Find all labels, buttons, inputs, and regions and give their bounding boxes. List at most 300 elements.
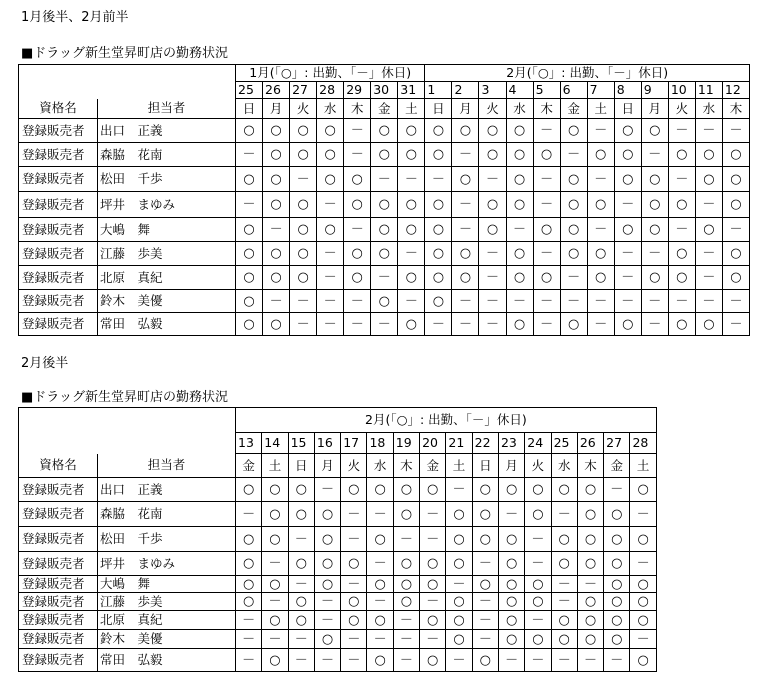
staff-name-cell: 松田 千歩 <box>98 527 236 552</box>
work-mark: ○ <box>505 576 518 592</box>
shift-mark-cell <box>587 119 614 143</box>
shift-mark-cell <box>668 218 695 242</box>
staff-name-cell: 坪井 まゆみ <box>98 552 236 576</box>
shift-mark-cell <box>344 119 371 143</box>
work-mark: ○ <box>297 123 309 138</box>
work-mark: ○ <box>649 197 661 212</box>
table-row <box>19 266 750 290</box>
qualification-cell: 登録販売者 <box>19 266 98 290</box>
off-mark: － <box>594 123 608 138</box>
off-mark: － <box>350 316 364 332</box>
shift-mark-cell <box>314 630 340 649</box>
work-mark: ○ <box>405 197 417 212</box>
off-mark: － <box>478 612 492 628</box>
work-mark: ○ <box>637 594 649 609</box>
work-mark: ○ <box>269 612 281 628</box>
table-row <box>19 313 750 336</box>
work-mark: ○ <box>295 482 307 497</box>
section-title-1: ■ドラッグ新生堂昇町店の勤務状況 <box>21 46 229 61</box>
shift-mark-cell <box>506 167 533 192</box>
work-mark: ○ <box>513 147 526 162</box>
shift-mark-cell <box>236 630 262 649</box>
off-mark: － <box>268 631 282 647</box>
off-mark: － <box>486 316 500 332</box>
weekday-cell: 火 <box>668 99 695 119</box>
work-mark: ○ <box>611 506 623 522</box>
work-mark: ○ <box>479 506 491 522</box>
off-mark: － <box>350 123 364 138</box>
work-mark: ○ <box>321 506 334 522</box>
shift-mark-cell <box>236 242 263 266</box>
shift-mark-cell <box>577 576 603 593</box>
qualification-cell: 登録販売者 <box>19 143 98 167</box>
off-mark: － <box>296 316 310 332</box>
shift-mark-cell <box>498 478 524 502</box>
shift-mark-cell <box>525 649 551 672</box>
off-mark: － <box>399 631 413 647</box>
shift-mark-cell <box>236 611 262 630</box>
shift-mark-cell <box>341 502 367 527</box>
shift-mark-cell <box>393 552 419 576</box>
work-mark: ○ <box>584 531 597 547</box>
work-mark: ○ <box>295 594 307 609</box>
off-mark: － <box>636 506 650 522</box>
weekday-cell: 日 <box>614 99 641 119</box>
work-mark: ○ <box>243 270 255 285</box>
work-mark: ○ <box>270 316 282 332</box>
staff-name-cell: 江藤 歩美 <box>98 593 236 611</box>
off-mark: － <box>347 576 361 592</box>
off-mark: － <box>269 222 283 237</box>
work-mark: ○ <box>540 222 553 237</box>
work-mark: ○ <box>584 612 597 628</box>
qualification-cell: 登録販売者 <box>19 630 98 649</box>
shift-mark-cell <box>479 143 506 167</box>
shift-mark-cell <box>641 167 668 192</box>
shift-mark-cell <box>525 576 551 593</box>
off-mark: － <box>594 171 608 187</box>
shift-mark-cell <box>236 576 262 593</box>
shift-mark-cell <box>472 478 498 502</box>
table-row <box>19 143 750 167</box>
shift-mark-cell <box>479 167 506 192</box>
staff-name-cell: 坪井 まゆみ <box>98 192 236 218</box>
off-mark: － <box>377 316 391 332</box>
work-mark: ○ <box>374 482 386 497</box>
date-cell: 21 <box>446 433 472 454</box>
shift-mark-cell <box>695 119 722 143</box>
shift-mark-cell <box>604 593 630 611</box>
shift-mark-cell <box>371 192 398 218</box>
shift-mark-cell <box>560 119 587 143</box>
shift-mark-cell <box>577 630 603 649</box>
shift-mark-cell <box>498 630 524 649</box>
work-mark: ○ <box>270 197 282 212</box>
work-mark: ○ <box>400 506 413 522</box>
off-mark: － <box>540 316 554 332</box>
weekday-cell: 月 <box>641 99 668 119</box>
work-mark: ○ <box>649 222 661 237</box>
weekday-cell: 月 <box>263 99 290 119</box>
work-mark: ○ <box>703 147 715 162</box>
work-mark: ○ <box>611 556 623 571</box>
date-cell: 30 <box>371 82 398 99</box>
date-cell: 18 <box>367 433 393 454</box>
date-cell: 11 <box>695 82 722 99</box>
shift-mark-cell <box>630 576 656 593</box>
shift-mark-cell <box>341 552 367 576</box>
off-mark: － <box>636 556 650 571</box>
weekday-cell: 水 <box>506 99 533 119</box>
date-cell: 27 <box>290 82 317 99</box>
work-mark: ○ <box>676 246 688 261</box>
shift-mark-cell <box>695 266 722 290</box>
shift-mark-cell <box>533 218 560 242</box>
shift-mark-cell <box>263 167 290 192</box>
work-mark: ○ <box>243 293 255 309</box>
date-cell: 2 <box>452 82 479 99</box>
shift-mark-cell <box>668 167 695 192</box>
off-mark: － <box>399 652 413 668</box>
shift-mark-cell <box>472 611 498 630</box>
shift-mark-cell <box>341 649 367 672</box>
off-mark: － <box>610 652 624 668</box>
shift-mark-cell <box>695 313 722 336</box>
shift-mark-cell <box>614 266 641 290</box>
work-mark: ○ <box>622 123 634 138</box>
work-mark: ○ <box>400 576 413 592</box>
work-mark: ○ <box>242 531 255 547</box>
weekday-cell: 金 <box>604 454 630 478</box>
shift-mark-cell <box>314 576 340 593</box>
date-cell: 13 <box>236 433 262 454</box>
work-mark: ○ <box>532 482 544 497</box>
off-mark: － <box>594 293 608 309</box>
weekday-cell: 月 <box>314 454 340 478</box>
off-mark: － <box>350 147 364 162</box>
work-mark: ○ <box>432 246 445 261</box>
date-cell: 20 <box>420 433 446 454</box>
work-mark: ○ <box>486 222 499 237</box>
table-row <box>19 119 750 143</box>
shift-mark-cell <box>506 290 533 313</box>
work-mark: ○ <box>297 270 309 285</box>
shift-mark-cell <box>314 593 340 611</box>
off-mark: － <box>531 556 545 571</box>
shift-mark-cell <box>262 593 288 611</box>
off-mark: － <box>373 594 387 609</box>
date-cell: 14 <box>262 433 288 454</box>
off-mark: － <box>242 197 256 212</box>
shift-mark-cell <box>525 593 551 611</box>
shift-mark-cell <box>290 143 317 167</box>
shift-mark-cell <box>472 552 498 576</box>
shift-mark-cell <box>288 611 314 630</box>
shift-mark-cell <box>236 266 263 290</box>
shift-mark-cell <box>614 242 641 266</box>
weekday-cell: 水 <box>367 454 393 478</box>
work-mark: ○ <box>432 123 445 138</box>
column-header-staff: 担当者 <box>98 99 236 119</box>
work-mark: ○ <box>703 171 715 187</box>
shift-mark-cell <box>630 552 656 576</box>
work-mark: ○ <box>297 147 309 162</box>
off-mark: － <box>373 556 387 571</box>
work-mark: ○ <box>703 316 715 332</box>
shift-mark-cell <box>371 290 398 313</box>
shift-mark-cell <box>393 611 419 630</box>
shift-mark-cell <box>317 167 344 192</box>
work-mark: ○ <box>611 576 623 592</box>
shift-mark-cell <box>263 192 290 218</box>
shift-mark-cell <box>344 290 371 313</box>
work-mark: ○ <box>558 612 570 628</box>
shift-mark-cell <box>551 527 577 552</box>
shift-mark-cell <box>452 119 479 143</box>
shift-mark-cell <box>587 266 614 290</box>
work-mark: ○ <box>459 246 472 261</box>
shift-mark-cell <box>425 119 452 143</box>
shift-mark-cell <box>425 242 452 266</box>
shift-mark-cell <box>479 119 506 143</box>
shift-mark-cell <box>262 478 288 502</box>
shift-mark-cell <box>314 552 340 576</box>
work-mark: ○ <box>622 316 634 332</box>
staff-name-cell: 鈴木 美優 <box>98 290 236 313</box>
table-row <box>19 192 750 218</box>
weekday-cell: 火 <box>341 454 367 478</box>
work-mark: ○ <box>584 556 597 571</box>
shift-mark-cell <box>344 192 371 218</box>
off-mark: － <box>350 222 364 237</box>
date-cell: 25 <box>236 82 263 99</box>
shift-mark-cell <box>452 192 479 218</box>
off-mark: － <box>321 652 335 668</box>
off-mark: － <box>323 270 337 285</box>
weekday-cell: 土 <box>630 454 656 478</box>
work-mark: ○ <box>242 556 255 571</box>
work-mark: ○ <box>321 576 334 592</box>
shift-mark-cell <box>604 649 630 672</box>
staff-name-cell: 出口 正義 <box>98 478 236 502</box>
off-mark: － <box>648 316 662 332</box>
qualification-cell: 登録販売者 <box>19 218 98 242</box>
work-mark: ○ <box>637 576 649 592</box>
work-mark: ○ <box>558 531 570 547</box>
shift-mark-cell <box>587 218 614 242</box>
shift-mark-cell <box>236 527 262 552</box>
work-mark: ○ <box>453 594 465 609</box>
shift-mark-cell <box>367 576 393 593</box>
work-mark: ○ <box>324 123 336 138</box>
shift-mark-cell <box>551 593 577 611</box>
off-mark: － <box>452 652 466 668</box>
table-row <box>19 478 657 502</box>
off-mark: － <box>675 171 689 187</box>
shift-mark-cell <box>262 649 288 672</box>
shift-mark-cell <box>577 611 603 630</box>
shift-mark-cell <box>398 242 425 266</box>
shift-mark-cell <box>587 192 614 218</box>
work-mark: ○ <box>297 197 309 212</box>
shift-mark-cell <box>317 242 344 266</box>
weekday-cell: 木 <box>533 99 560 119</box>
weekday-cell: 木 <box>722 99 749 119</box>
heading-period-1: 1月後半、2月前半 <box>21 10 129 25</box>
qualification-cell: 登録販売者 <box>19 290 98 313</box>
shift-mark-cell <box>314 611 340 630</box>
off-mark: － <box>452 482 466 497</box>
work-mark: ○ <box>637 612 649 628</box>
shift-mark-cell <box>641 192 668 218</box>
date-cell: 5 <box>533 82 560 99</box>
work-mark: ○ <box>243 316 255 332</box>
shift-mark-cell <box>446 576 472 593</box>
date-cell: 28 <box>630 433 656 454</box>
month-header-feb: 2月(「○」: 出勤、「－」休日) <box>425 65 750 82</box>
off-mark: － <box>531 612 545 628</box>
off-mark: － <box>648 246 662 261</box>
off-mark: － <box>321 594 335 609</box>
off-mark: － <box>505 652 519 668</box>
staff-name-cell: 大嶋 舞 <box>98 218 236 242</box>
off-mark: － <box>426 631 440 647</box>
date-cell: 24 <box>525 433 551 454</box>
shift-mark-cell <box>551 630 577 649</box>
weekday-cell: 水 <box>317 99 344 119</box>
work-mark: ○ <box>611 594 623 609</box>
shift-mark-cell <box>551 502 577 527</box>
table-row <box>19 290 750 313</box>
shift-mark-cell <box>452 242 479 266</box>
work-mark: ○ <box>513 197 526 212</box>
shift-mark-cell <box>371 313 398 336</box>
weekday-cell: 日 <box>425 99 452 119</box>
work-mark: ○ <box>405 316 417 332</box>
work-mark: ○ <box>513 270 526 285</box>
shift-mark-cell <box>317 218 344 242</box>
work-mark: ○ <box>637 531 649 547</box>
work-mark: ○ <box>243 171 255 187</box>
shift-mark-cell <box>393 502 419 527</box>
work-mark: ○ <box>558 482 570 497</box>
work-mark: ○ <box>649 270 661 285</box>
shift-mark-cell <box>344 143 371 167</box>
shift-mark-cell <box>668 143 695 167</box>
work-mark: ○ <box>730 270 742 285</box>
shift-mark-cell <box>236 192 263 218</box>
work-mark: ○ <box>584 594 597 609</box>
off-mark: － <box>404 293 418 309</box>
blank-header-cell <box>98 65 236 82</box>
weekday-cell: 土 <box>446 454 472 478</box>
work-mark: ○ <box>348 482 360 497</box>
work-mark: ○ <box>269 652 281 668</box>
shift-mark-cell <box>587 290 614 313</box>
shift-mark-cell <box>560 290 587 313</box>
work-mark: ○ <box>611 631 623 647</box>
work-mark: ○ <box>558 556 570 571</box>
work-mark: ○ <box>479 652 491 668</box>
off-mark: － <box>610 482 624 497</box>
shift-mark-cell <box>367 630 393 649</box>
work-mark: ○ <box>374 531 386 547</box>
work-mark: ○ <box>432 147 445 162</box>
shift-mark-cell <box>577 593 603 611</box>
work-mark: ○ <box>427 556 439 571</box>
shift-mark-cell <box>498 593 524 611</box>
off-mark: － <box>702 197 716 212</box>
shift-mark-cell <box>317 119 344 143</box>
work-mark: ○ <box>532 631 544 647</box>
shift-mark-cell <box>630 593 656 611</box>
shift-mark-cell <box>236 218 263 242</box>
shift-mark-cell <box>446 478 472 502</box>
shift-mark-cell <box>587 143 614 167</box>
work-mark: ○ <box>270 270 282 285</box>
work-mark: ○ <box>378 222 390 237</box>
work-mark: ○ <box>270 123 282 138</box>
work-mark: ○ <box>297 246 309 261</box>
off-mark: － <box>478 556 492 571</box>
off-mark: － <box>404 246 418 261</box>
shift-mark-cell <box>525 630 551 649</box>
off-mark: － <box>648 147 662 162</box>
work-mark: ○ <box>400 556 413 571</box>
shift-mark-cell <box>479 266 506 290</box>
shift-mark-cell <box>630 478 656 502</box>
off-mark: － <box>323 316 337 332</box>
work-mark: ○ <box>269 506 281 522</box>
shift-mark-cell <box>236 119 263 143</box>
off-mark: － <box>557 576 571 592</box>
off-mark: － <box>729 316 743 332</box>
shift-mark-cell <box>371 266 398 290</box>
off-mark: － <box>567 293 581 309</box>
shift-mark-cell <box>288 649 314 672</box>
shift-mark-cell <box>317 266 344 290</box>
off-mark: － <box>478 631 492 647</box>
work-mark: ○ <box>242 594 255 609</box>
weekday-cell: 日 <box>236 99 263 119</box>
shift-mark-cell <box>393 649 419 672</box>
off-mark: － <box>426 531 440 547</box>
shift-mark-cell <box>367 552 393 576</box>
shift-mark-cell <box>341 527 367 552</box>
blank-header-cell <box>98 408 236 433</box>
shift-mark-cell <box>288 552 314 576</box>
shift-mark-cell <box>695 242 722 266</box>
work-mark: ○ <box>321 556 334 571</box>
work-mark: ○ <box>730 147 742 162</box>
shift-mark-cell <box>452 167 479 192</box>
shift-mark-cell <box>587 313 614 336</box>
shift-mark-cell <box>236 167 263 192</box>
work-mark: ○ <box>479 576 491 592</box>
off-mark: － <box>540 197 554 212</box>
off-mark: － <box>377 171 391 187</box>
shift-mark-cell <box>290 119 317 143</box>
shift-mark-cell <box>371 119 398 143</box>
table-row <box>19 552 657 576</box>
shift-mark-cell <box>641 143 668 167</box>
shift-mark-cell <box>472 649 498 672</box>
work-mark: ○ <box>405 270 417 285</box>
off-mark: － <box>594 222 608 237</box>
shift-mark-cell <box>641 119 668 143</box>
off-mark: － <box>584 652 598 668</box>
off-mark: － <box>702 246 716 261</box>
